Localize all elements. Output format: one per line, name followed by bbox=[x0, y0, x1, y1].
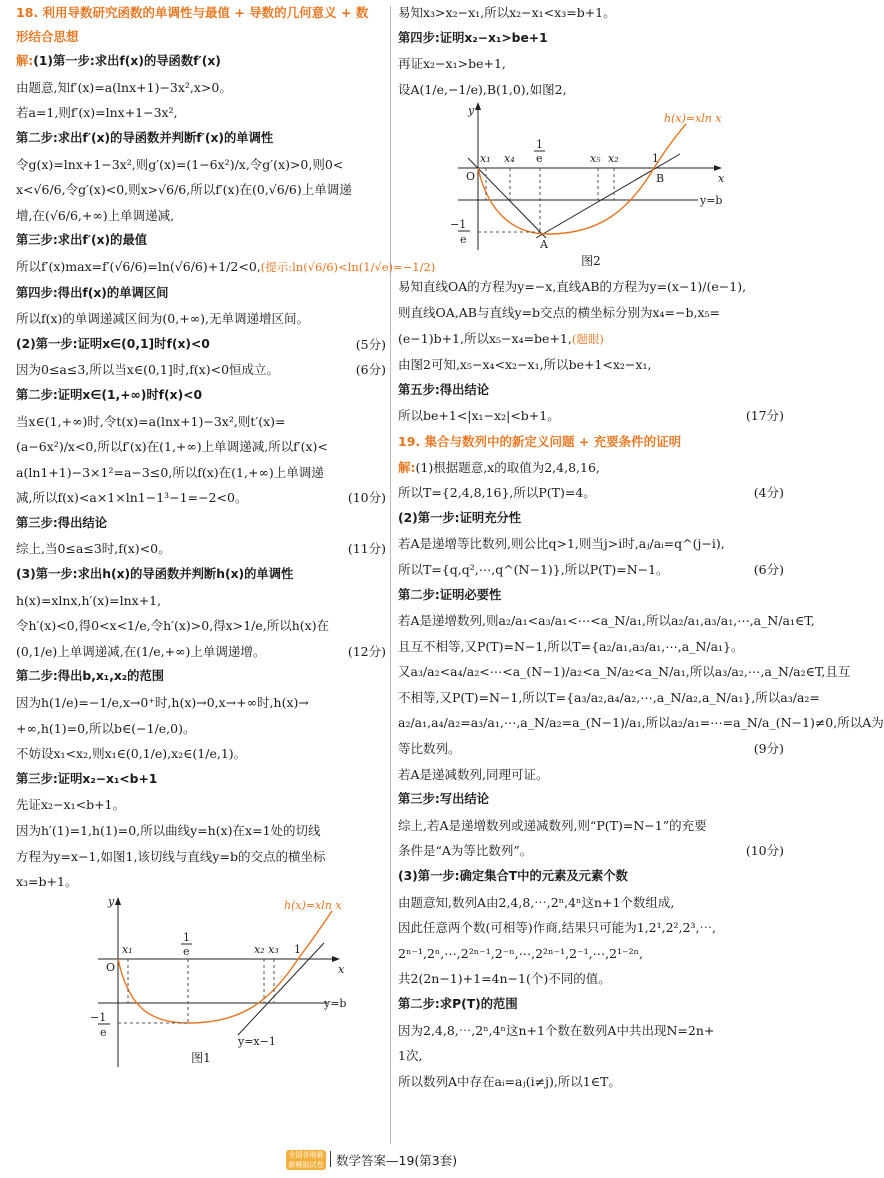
line-text: 若A是递增等比数列,则公比q>1,则当j>i时,aⱼ/aᵢ=q^(j−i), bbox=[398, 536, 725, 552]
footer-logo: 全国各地最新模拟试卷 bbox=[286, 1150, 326, 1170]
text-line bbox=[16, 460, 386, 486]
figure-1 bbox=[16, 895, 386, 1071]
text-line bbox=[16, 100, 386, 126]
fig1-x2x3-label: x₂ x₃ bbox=[254, 942, 279, 956]
line-text: 令h′(x)<0,得0<x<1/e,令h′(x)>0,得x>1/e,所以h(x)在 bbox=[16, 618, 330, 634]
line-text: 所以T={2,4,8,16},所以P(T)=4。 bbox=[398, 485, 596, 501]
text-line bbox=[398, 531, 784, 557]
text-line bbox=[16, 511, 386, 537]
line-text: 第二步:证明x∈(1,+∞)时f(x)<0 bbox=[16, 387, 203, 402]
line-text: 因此任意两个数(可相等)作商,结果只可能为1,2¹,2²,2³,⋯, bbox=[398, 920, 716, 936]
line-text: (a−6x²)/x<0,所以f′(x)在(1,+∞)上单调递减,所以f′(x)< bbox=[16, 439, 328, 455]
line-text: h(x)=xlnx,h′(x)=lnx+1, bbox=[16, 592, 162, 608]
text-line bbox=[16, 357, 386, 383]
text-line bbox=[16, 869, 386, 895]
footer-page-label: 数学答案—19(第3套) bbox=[336, 1153, 458, 1168]
line-text: (0,1/e)上单调递减,在(1/e,+∞)上单调递增。 bbox=[16, 643, 266, 659]
svg-text:e: e bbox=[183, 944, 190, 958]
fig1-neg-inv-e-label: −1 bbox=[90, 1010, 107, 1024]
line-text: 因为2,4,8,⋯,2ⁿ,4ⁿ这n+1个数在数列A中共出现N=2n+ bbox=[398, 1022, 715, 1038]
line-text: 若A是递增数列,则a₂/a₁<a₃/a₁<⋯<a_N/a₁,所以a₂/a₁,a₃/a₁,⋯,a_N/a₁∈T, bbox=[398, 613, 815, 629]
score-points: (5分) bbox=[355, 336, 386, 352]
fig2-one-label: 1 bbox=[652, 152, 659, 166]
text-line bbox=[398, 403, 784, 429]
figure-2-caption: 图2 bbox=[581, 254, 601, 269]
line-text: 因为h′(1)=1,h(1)=0,所以曲线y=h(x)在x=1处的切线 bbox=[16, 823, 321, 838]
svg-text:e: e bbox=[100, 1025, 107, 1039]
line-text: 第三步:得出结论 bbox=[16, 515, 107, 530]
text-line bbox=[16, 332, 386, 358]
fig1-y-axis-label: y bbox=[108, 894, 115, 908]
page-footer bbox=[0, 1146, 800, 1174]
line-text: 方程为y=x−1,如图1,该切线与直线y=b的交点的横坐标 bbox=[16, 848, 326, 864]
score-points: (12分) bbox=[347, 643, 386, 659]
line-text: 第二步:得出b,x₁,x₂的范围 bbox=[16, 669, 165, 684]
fig2-neg-inv-e-label: −1 bbox=[450, 218, 467, 232]
text-line bbox=[16, 254, 436, 281]
line-text bbox=[16, 54, 221, 68]
line-text: 综上,当0≤a≤3时,f(x)<0。 bbox=[16, 541, 171, 557]
text-line bbox=[16, 75, 386, 101]
line-text: (3)第一步:求出h(x)的导函数并判断h(x)的单调性 bbox=[16, 567, 294, 582]
text-line bbox=[16, 228, 386, 254]
figure-1-caption: 图1 bbox=[191, 1050, 211, 1065]
text-line bbox=[16, 485, 386, 511]
text-line bbox=[398, 813, 784, 839]
score-points: (6分) bbox=[355, 362, 386, 378]
line-text: 2ⁿ⁻¹,2ⁿ,⋯,2²ⁿ⁻¹,2⁻ⁿ,⋯,2²ⁿ⁻¹,2⁻¹,⋯,2¹⁻²ⁿ, bbox=[398, 945, 644, 961]
line-text: 由图2可知,x₅−x₄<x₂−x₁,所以be+1<x₂−x₁, bbox=[398, 357, 652, 373]
fig1-inv-e-label: 1 bbox=[183, 930, 190, 944]
text-line bbox=[398, 992, 784, 1018]
text-line bbox=[16, 639, 386, 665]
figure-2-graph bbox=[428, 102, 748, 252]
problem-18-title-cont: 形结合思想 bbox=[16, 28, 79, 44]
line-text: 不妨设x₁<x₂,则x₁∈(0,1/e),x₂∈(1/e,1)。 bbox=[16, 746, 247, 762]
line-text: 第五步:得出结论 bbox=[398, 382, 489, 397]
line-text: 因为0≤a≤3,所以当x∈(0,1]时,f(x)<0恒成立。 bbox=[16, 362, 280, 378]
line-text: 因为h(1/e)=−1/e,x→0⁺时,h(x)→0,x→+∞时,h(x)→ bbox=[16, 695, 309, 711]
line-text: 等比数列。 bbox=[398, 741, 461, 757]
line-text: 所以数列A中存在aᵢ=aⱼ(i≠j),所以1∈T。 bbox=[398, 1073, 621, 1089]
text-line bbox=[398, 608, 815, 634]
hint-text: (提示:ln(√6/6)<ln(1/√e)=−1/2) bbox=[260, 259, 436, 274]
text-line bbox=[16, 152, 386, 178]
fig1-x-axis-label: x bbox=[338, 962, 345, 976]
text-line bbox=[398, 1069, 784, 1095]
line-text: 综上,若A是递增数列或递减数列,则“P(T)=N−1”的充要 bbox=[398, 817, 707, 833]
text-line bbox=[398, 736, 784, 762]
footer-divider bbox=[330, 1151, 331, 1167]
fig2-x1-label: x₁ bbox=[480, 152, 491, 166]
right-solution-top bbox=[398, 0, 784, 102]
line-text: 第四步:得出f(x)的单调区间 bbox=[16, 285, 169, 300]
line-text: 第三步:求出f′(x)的最值 bbox=[16, 233, 148, 248]
fig1-tangent-label: y=x−1 bbox=[238, 1034, 276, 1048]
line-text: 则直线OA,AB与直线y=b交点的横坐标分别为x₄=−b,x₅= bbox=[398, 304, 721, 320]
fig2-x2-label: x₂ bbox=[608, 152, 619, 166]
figure-1-graph bbox=[88, 895, 358, 1071]
score-points: (4分) bbox=[753, 485, 784, 501]
fig1-origin-label: O bbox=[106, 960, 116, 974]
line-text: 1次, bbox=[398, 1048, 423, 1064]
text-line bbox=[398, 710, 884, 736]
text-line bbox=[16, 383, 386, 409]
text-line bbox=[16, 690, 386, 716]
fig2-curve-label: h(x)=xln x bbox=[664, 112, 722, 126]
fig2-x5-label: x₅ bbox=[590, 152, 601, 166]
solution-text: (1)根据题意,x的取值为2,4,8,16, bbox=[415, 459, 600, 475]
line-text: 不相等,又P(T)=N−1,所以T={a₃/a₂,a₄/a₂,⋯,a_N/a₂,a_N/a₁},所以a₃/a₂= bbox=[398, 689, 820, 705]
hint-text: (题眼) bbox=[571, 331, 604, 346]
text-line bbox=[16, 792, 386, 818]
line-text: 第二步:证明必要性 bbox=[398, 587, 502, 602]
text-line bbox=[16, 536, 386, 562]
text-line bbox=[398, 326, 784, 353]
line-text: 令g(x)=lnx+1−3x²,则g′(x)=(1−6x²)/x,令g′(x)>0,则0< bbox=[16, 156, 344, 172]
line-text: 又a₃/a₂<a₄/a₂<⋯<a_(N−1)/a₂<a_N/a₂<a_N/a₁,所以a₃/a₂,⋯,a_N/a₂∈T,且互 bbox=[398, 664, 851, 680]
fig1-y-eq-b-label: y=b bbox=[324, 996, 347, 1010]
text-line bbox=[398, 864, 784, 890]
score-points: (9分) bbox=[753, 741, 784, 757]
text-line bbox=[16, 613, 386, 639]
score-points: (6分) bbox=[753, 561, 784, 577]
text-line bbox=[16, 588, 386, 614]
text-line bbox=[398, 26, 784, 52]
text-line bbox=[398, 685, 820, 711]
text-line bbox=[398, 51, 784, 77]
line-text: 所以f(x)的单调递减区间为(0,+∞),无单调递增区间。 bbox=[16, 311, 309, 327]
line-text: 第四步:证明x₂−x₁>be+1 bbox=[398, 30, 548, 45]
text-line bbox=[398, 915, 784, 941]
text-line bbox=[16, 434, 386, 460]
text-line bbox=[16, 716, 386, 742]
fig2-B-label: B bbox=[656, 172, 665, 186]
line-text: 若A是递减数列,同理可证。 bbox=[398, 766, 549, 782]
line-text: 所以f′(x)max=f′(√6/6)=ln(√6/6)+1/2<0, bbox=[16, 258, 261, 274]
text-line bbox=[398, 762, 784, 788]
fig2-A-label: A bbox=[540, 238, 548, 252]
fig2-y-eq-b-label: y=b bbox=[700, 194, 723, 208]
text-line bbox=[398, 77, 784, 103]
fig2-inv-e-label: 1 bbox=[536, 138, 543, 152]
svg-text:e: e bbox=[536, 152, 543, 166]
line-text: +∞,h(1)=0,所以b∈(−1/e,0)。 bbox=[16, 720, 196, 736]
text-line bbox=[398, 378, 784, 404]
solution-marker: 解: bbox=[398, 459, 416, 475]
text-line bbox=[398, 1018, 784, 1044]
fig2-x-axis-label: x bbox=[718, 172, 725, 186]
solution-text: (1)第一步:求出f(x)的导函数f′(x) bbox=[33, 54, 221, 69]
text-line bbox=[16, 844, 386, 870]
line-text: 若a=1,则f′(x)=lnx+1−3x², bbox=[16, 105, 178, 121]
text-line bbox=[398, 583, 784, 609]
text-line bbox=[398, 455, 784, 481]
text-line bbox=[16, 177, 386, 203]
text-line bbox=[398, 787, 784, 813]
line-text: 增,在(√6/6,+∞)上单调递减, bbox=[16, 207, 175, 223]
line-text: a(ln1+1)−3×1²=a−3≤0,所以f(x)在(1,+∞)上单调递 bbox=[16, 464, 324, 480]
text-line bbox=[398, 941, 784, 967]
line-text: 再证x₂−x₁>be+1, bbox=[398, 56, 506, 72]
text-line bbox=[16, 281, 386, 307]
fig1-curve-label: h(x)=xln x bbox=[284, 898, 342, 912]
line-text: a₂/a₁,a₄/a₂=a₃/a₁,⋯,a_N/a₂=a_(N−1)/a₁,所以a₂/a₁=⋯=a_N/a_(N−1)≠0,所以A为 bbox=[398, 715, 884, 731]
text-line bbox=[398, 634, 784, 660]
text-line bbox=[398, 352, 784, 378]
text-line bbox=[16, 818, 386, 844]
text-line bbox=[398, 890, 784, 916]
fig2-y-axis-label: y bbox=[468, 104, 475, 118]
fig1-x1-label: x₁ bbox=[122, 942, 133, 956]
text-line bbox=[16, 664, 386, 690]
text-line bbox=[398, 966, 784, 992]
text-line bbox=[398, 1043, 784, 1069]
line-text bbox=[398, 460, 600, 475]
line-text: x<√6/6,令g′(x)<0,则x>√6/6,所以f′(x)在(0,√6/6)上单调递 bbox=[16, 182, 352, 198]
line-text: 19. 集合与数列中的新定义问题 + 充要条件的证明 bbox=[398, 433, 682, 449]
text-line bbox=[16, 203, 386, 229]
line-text: (3)第一步:确定集合T中的元素及元素个数 bbox=[398, 869, 628, 884]
text-line bbox=[398, 838, 784, 864]
line-text: 共2(2n−1)+1=4n−1(个)不同的值。 bbox=[398, 971, 611, 987]
text-line bbox=[398, 480, 784, 506]
text-line bbox=[16, 562, 386, 588]
right-solution-bottom bbox=[398, 274, 884, 1094]
fig2-x4-label: x₄ bbox=[504, 152, 515, 166]
line-text: (2)第一步:证明x∈(0,1]时f(x)<0 bbox=[16, 336, 210, 351]
line-text: (e−1)b+1,所以x₅−x₄=be+1, bbox=[398, 330, 572, 346]
text-line bbox=[398, 0, 784, 26]
line-text: (2)第一步:证明充分性 bbox=[398, 510, 522, 525]
text-line bbox=[398, 274, 784, 300]
score-points: (10分) bbox=[347, 490, 386, 506]
line-text: 第三步:证明x₂−x₁<b+1 bbox=[16, 771, 158, 786]
problem-18-title: 18. 利用导数研究函数的单调性与最值 + 导数的几何意义 + 数 bbox=[16, 5, 369, 20]
score-points: (11分) bbox=[347, 541, 386, 557]
score-points: (10分) bbox=[745, 843, 784, 859]
text-line bbox=[16, 306, 386, 332]
fig2-origin-label: O bbox=[466, 170, 476, 184]
line-text: 当x∈(1,+∞)时,令t(x)=a(lnx+1)−3x²,则t′(x)= bbox=[16, 413, 286, 429]
text-line bbox=[16, 409, 386, 435]
text-line bbox=[398, 506, 784, 532]
line-text: 易知直线OA的方程为y=−x,直线AB的方程为y=(x−1)/(e−1), bbox=[398, 279, 747, 295]
text-line bbox=[398, 429, 784, 455]
line-text: 第二步:求出f′(x)的导函数并判断f′(x)的单调性 bbox=[16, 130, 274, 145]
line-text: 第二步:求P(T)的范围 bbox=[398, 997, 518, 1011]
text-line bbox=[398, 300, 784, 326]
line-text: 减,所以f(x)<a×1×ln1−1³−1=−2<0。 bbox=[16, 490, 248, 506]
line-text: 且互不相等,又P(T)=N−1,所以T={a₂/a₁,a₃/a₁,⋯,a_N/a₁}。 bbox=[398, 638, 744, 654]
line-text: x₃=b+1。 bbox=[16, 874, 78, 890]
fig1-one-label: 1 bbox=[294, 942, 301, 956]
text-line bbox=[16, 741, 386, 767]
line-text: 所以be+1<|x₁−x₂|<b+1。 bbox=[398, 408, 560, 424]
line-text: 条件是“A为等比数列”。 bbox=[398, 843, 533, 859]
line-text: 先证x₂−x₁<b+1。 bbox=[16, 797, 125, 813]
text-line bbox=[398, 557, 784, 583]
line-text: 由题意,知f′(x)=a(lnx+1)−3x²,x>0。 bbox=[16, 79, 232, 95]
solution-marker: 解: bbox=[16, 54, 34, 69]
text-line bbox=[16, 126, 386, 152]
right-column bbox=[398, 0, 884, 1094]
column-separator bbox=[390, 6, 391, 1144]
line-text: 所以T={q,q²,⋯,q^(N−1)},所以P(T)=N−1。 bbox=[398, 561, 669, 577]
figure-2 bbox=[398, 102, 784, 274]
text-line bbox=[16, 49, 386, 75]
line-text: 易知x₃>x₂−x₁,所以x₂−x₁<x₃=b+1。 bbox=[398, 5, 616, 20]
text-line bbox=[16, 767, 386, 793]
line-text: 设A(1/e,−1/e),B(1,0),如图2, bbox=[398, 81, 567, 97]
line-text: 第三步:写出结论 bbox=[398, 792, 489, 807]
line-text: 由题意知,数列A由2,4,8,⋯,2ⁿ,4ⁿ这n+1个数组成, bbox=[398, 894, 675, 910]
text-line bbox=[398, 659, 851, 685]
svg-text:e: e bbox=[460, 233, 467, 247]
score-points: (17分) bbox=[745, 408, 784, 424]
